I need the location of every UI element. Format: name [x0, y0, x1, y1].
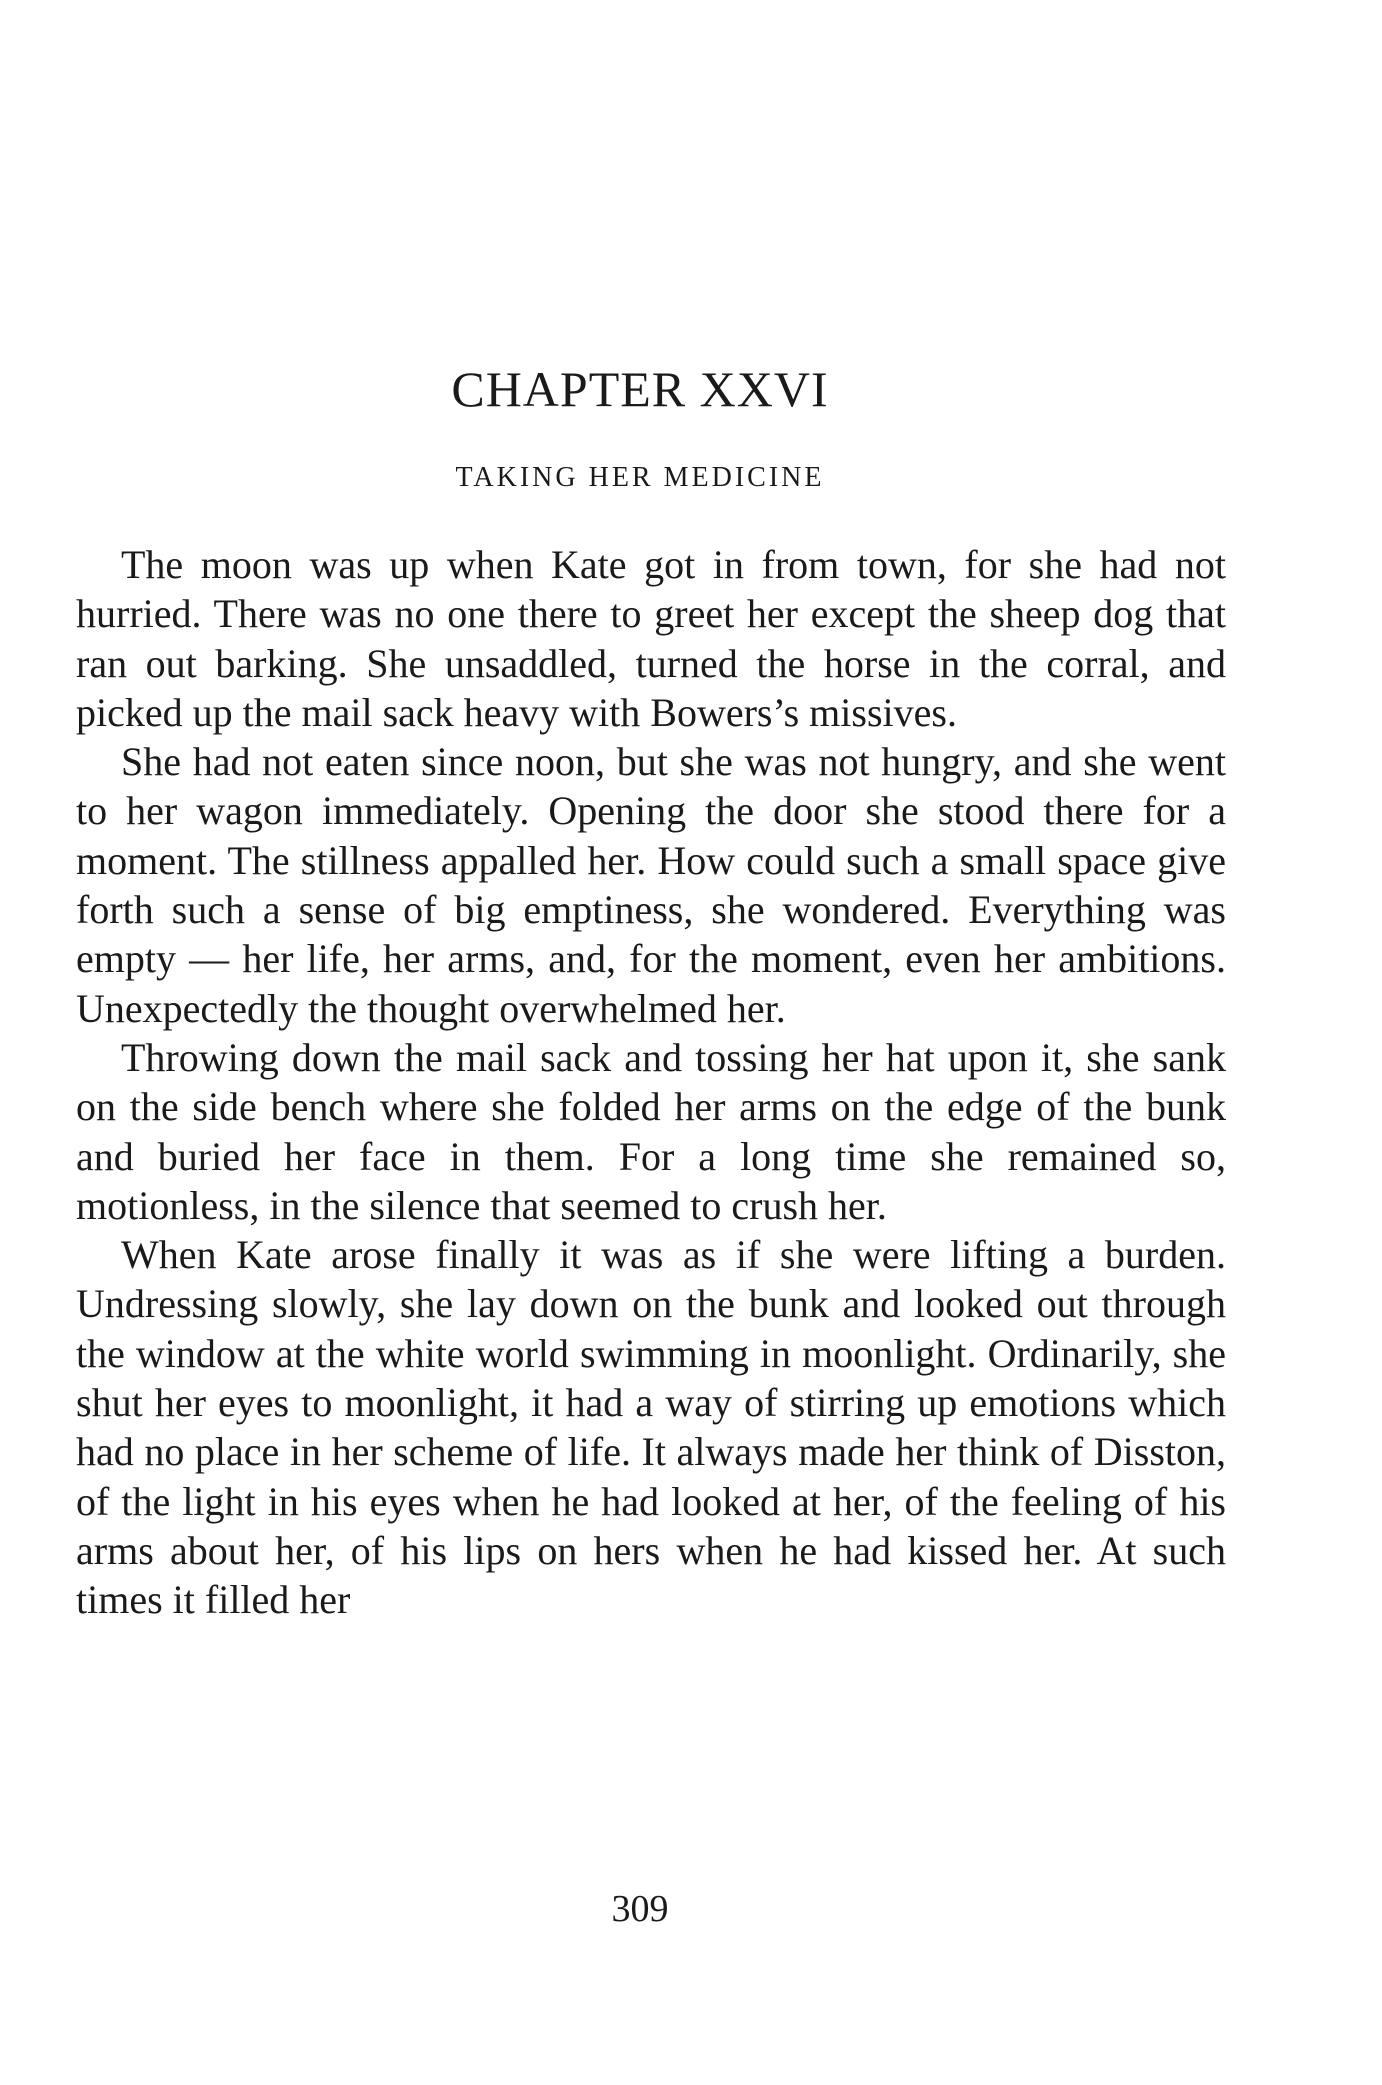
paragraph: She had not eaten since noon, but she was not hungry, and she went to her wagon immediately. Opening the door she stood there for a moment. The stillness appalled her. How could such a small space give forth such a sense of big emptiness, she wondered. Everything was empty — her life, her arms, and, for the moment, even her ambitions. Unexpectedly the thought overwhelmed her. [76, 739, 1226, 1031]
page-number: 309 [611, 1888, 669, 1930]
paragraph: The moon was up when Kate got in from town, for she had not hurried. There was no one there to greet her except the sheep dog that ran out barking. She unsaddled, turned the horse in the corral, and picked up the mail sack heavy with Bowers’s missives. [76, 542, 1226, 735]
chapter-title: CHAPTER XXVI [451, 361, 829, 417]
chapter-body [76, 540, 1226, 1625]
paragraph: Throwing down the mail sack and tossing her hat upon it, she sank on the side bench where she folded her arms on the edge of the bunk and buried her face in them. For a long time she remained so, motionless, in the silence that seemed to crush her. [76, 1034, 1226, 1228]
paragraph: When Kate arose finally it was as if she were lifting a burden. Undressing slowly, she lay down on the bunk and looked out through the window at the white world swimming in moonlight. Ordinarily, she shut her eyes to moonlight, it had a way of stirring up emotions which had no place in her scheme of life. It always made her think of Disston, of the light in his eyes when he had looked at her, of the feeling of his arms about her, of his lips on hers when he had kissed her. At such times it filled her [76, 1232, 1226, 1623]
chapter-subtitle: TAKING HER MEDICINE [455, 462, 825, 493]
